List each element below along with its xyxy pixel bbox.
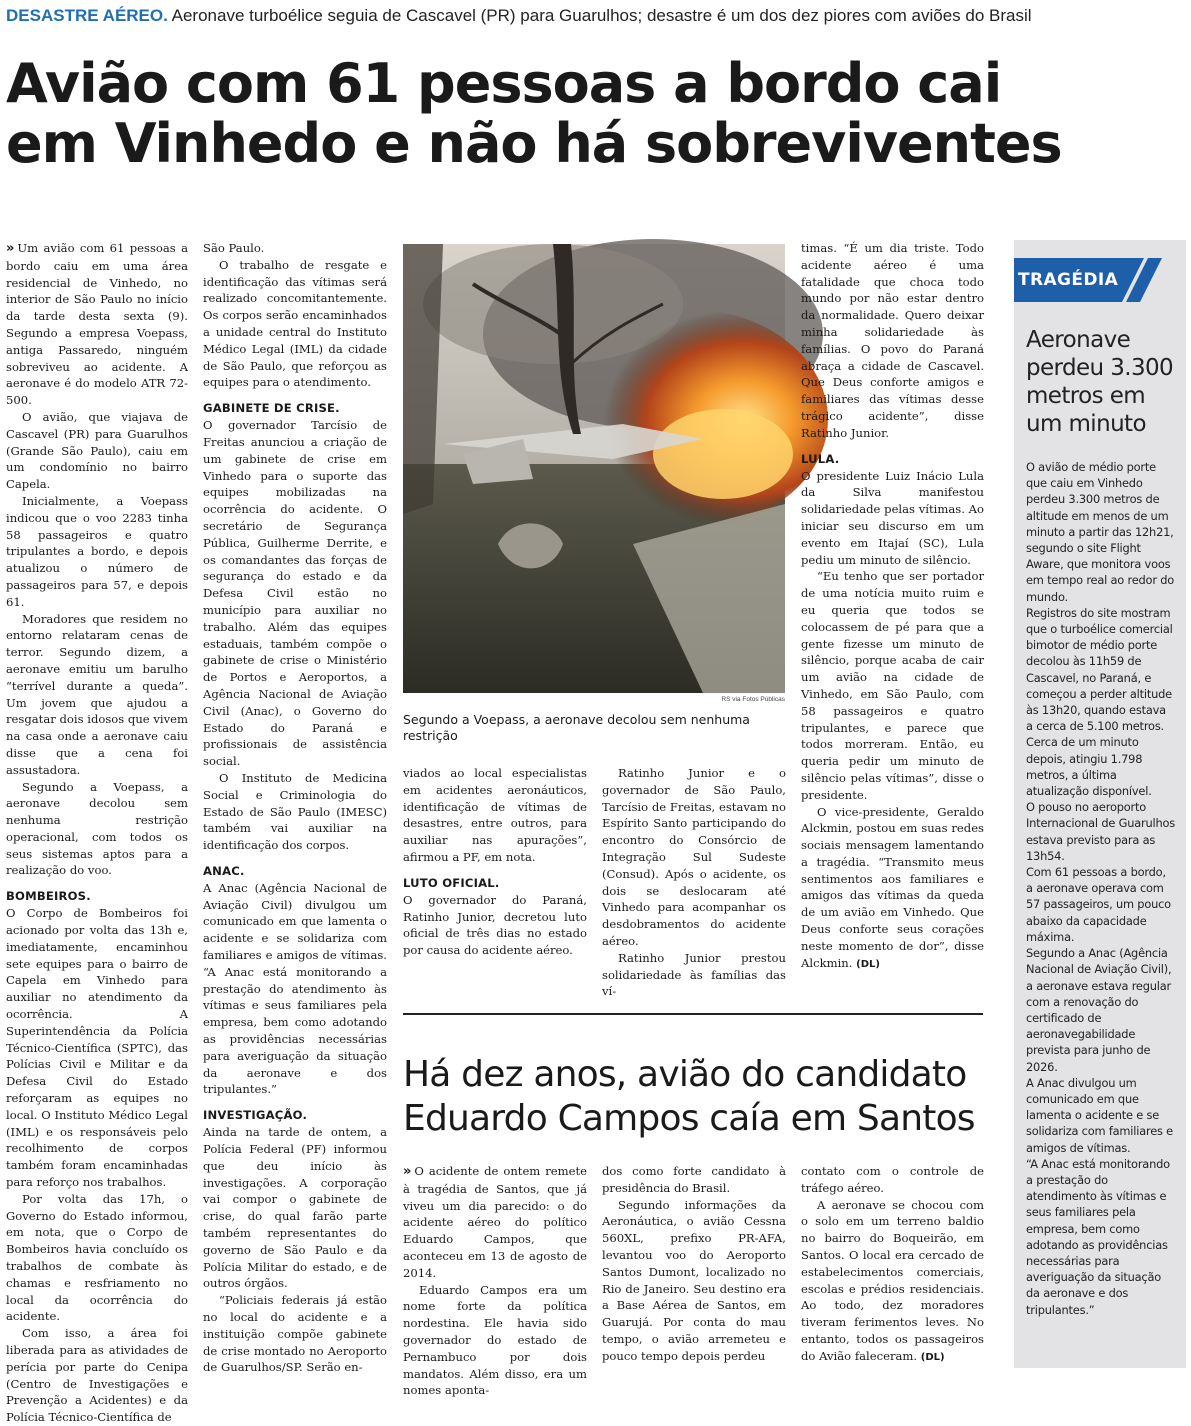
section-divider	[403, 1013, 983, 1015]
article-paragraph: Ratinho Junior prestou solidariedade às famílias das ví-	[602, 950, 786, 999]
article-paragraph: Por volta das 17h, o Governo do Estado informou, em nota, que o Corpo de Bombeiros havia concluído os trabalhos de combate às chamas e resfriamento no local da ocorrência do acidente.	[6, 1191, 188, 1324]
article-paragraph: Com isso, a área foi liberada para as atividades de perícia por parte do Cenipa (Centro de Investigações e Prevenção a Acidentes) e da Polícia Técnico-Científica de	[6, 1326, 188, 1425]
article-paragraph: O governador Tarcísio de Freitas anunciou a criação de um gabinete de crise em Vinhedo para o suporte das equipes mobilizadas na ocorrência do acidente. O secretário de Segurança Pública, Guilherme Derrite, e os comandantes das forças de segurança do estado e da Defesa Civil estão no município para auxiliar no trabalho. Além das equipes estaduais, também compõe o gabinete de crise o Ministério de Portos e Aeroportos, a Agência Nacional de Aviação Civil (Anac), o Governo do Estado do Paraná e profissionais de assistência social.	[203, 418, 387, 769]
kicker	[6, 3, 1186, 29]
article-paragraph: O Corpo de Bombeiros foi acionado por volta das 13h e, imediatamente, encaminhou sete equipes para o bairro de Capela em Vinhedo para auxiliar no atendimento da ocorrência. A Superintendência da Polícia Técnico-Científica (SPTC), das Polícias Civil e Militar e da Defesa Civil do Estado reforçaram as equipes no local. O Instituto Médico Legal (IML) e os responsáveis pelo recolhimento de corpos também foram encaminhadas para reforço nos trabalhos.	[6, 906, 188, 1190]
article-paragraph: O avião, que viajava de Cascavel (PR) para Guarulhos (Grande São Paulo), caiu em um condomínio no bairro Capela.	[6, 409, 188, 492]
sidebar-tag: TRAGÉDIA	[1018, 270, 1119, 290]
sidebar-paragraph: Com 61 pessoas a bordo, a aeronave operava com 57 passageiros, um pouco abaixo da capacidade máxima.	[1026, 865, 1171, 944]
headline-line-1: Avião com 61 pessoas a bordo cai	[6, 52, 1002, 115]
article-paragraph: viados ao local especialistas em acidentes aeronáuticos, identificação de vítimas de desastres, entre outros, para auxiliar nas apurações”, afirmou a PF, em nota.	[403, 766, 587, 864]
sidebar-paragraph: O avião de médio porte que caiu em Vinhedo perdeu 3.300 metros de altitude em menos de um minuto a partir das 12h21, segundo o site Flight Aware, que monitora voos em tempo real ao redor do mundo.	[1026, 460, 1175, 604]
photo-credit: RS via Fotos Públicas	[721, 696, 785, 703]
secondary-headline-line-2: Eduardo Campos caía em Santos	[403, 1098, 975, 1139]
sidebar-paragraph: A Anac divulgou um comunicado em que lamenta o acidente e se solidariza com familiares e amigos de vítimas.	[1026, 1075, 1173, 1155]
article-column-5	[801, 240, 984, 1000]
secondary-column-3	[801, 1163, 984, 1368]
chevron-icon: »	[403, 1164, 412, 1179]
section-tag: DESASTRE AÉREO.	[6, 6, 168, 25]
article-paragraph: » O acidente de ontem remete à tragédia de Santos, que já viveu um dia parecido: o do acidente aéreo do político Eduardo Campos, que aconteceu em 13 de agosto de 2014.	[403, 1164, 587, 1280]
article-paragraph: Segundo a Voepass, a aeronave decolou sem nenhuma restrição operacional, com todos os seus sistemas aptos para a realização do voo.	[6, 779, 188, 878]
article-paragraph: Segundo informações da Aeronáutica, o avião Cessna 560XL, prefixo PR-AFA, levantou voo do Aeroporto Santos Dumont, localizado no Rio de Janeiro. Seu destino era a Base Aérea de Santos, em Guarujá. Por conta do mau tempo, o avião arremeteu e pouco tempo depois perdeu	[602, 1197, 786, 1363]
article-paragraph: Ainda na tarde de ontem, a Polícia Federal (PF) informou que deu início às investigações. A corporação vai compor o gabinete de crise, do qual farão parte também representantes do governo de São Paulo e da Polícia Militar do estado, e de outros órgãos.	[203, 1125, 387, 1291]
article-paragraph: O trabalho de resgate e identificação das vítimas será realizado concomitantemente. Os corpos serão encaminhados a unidade central do Instituto Médico Legal (IML) da cidade de São Paulo, que reforçou as equipes para o atendimento.	[203, 257, 387, 390]
author-signature: (DL)	[856, 958, 880, 970]
article-paragraph: O vice-presidente, Geraldo Alckmin, postou em suas redes sociais mensagem lamentando a tragédia. “Transmito meus sentimentos aos familiares e amigos das vítimas da queda de um avião em Vinhedo. Que Deus conforte seus corações neste momento de dor”, disse Alckmin. (DL)	[801, 804, 984, 970]
article-column-4	[602, 765, 786, 1000]
subheading-lula: LULA.	[801, 451, 840, 466]
chevron-icon: »	[6, 241, 15, 256]
article-paragraph: Inicialmente, a Voepass indicou que o voo 2283 tinha 58 passageiros e quatro tripulantes a bordo, e depois atualizou o número de passageiros para 57, e depois 61.	[6, 493, 188, 609]
photo-caption: Segundo a Voepass, a aeronave decolou sem nenhuma restrição	[403, 712, 750, 743]
article-column-3	[403, 765, 587, 1000]
kicker-text: Aeronave turboélice seguia de Cascavel (PR) para Guarulhos; desastre é um dos dez piores com aviões do Brasil	[167, 6, 1032, 25]
article-column-1	[6, 240, 189, 1425]
article-paragraph: Eduardo Campos era um nome forte da política nordestina. Ele havia sido governador do estado de Pernambuco por dois mandatos. Além disso, era um nomes aponta-	[403, 1282, 587, 1398]
sidebar-paragraph: Segundo a Anac (Agência Nacional de Aviação Civil), a aeronave estava regular com a renovação do certificado de aeronavegabilidade prevista para junho de 2026.	[1026, 946, 1172, 1074]
page-title	[6, 54, 1186, 174]
secondary-headline-line-1: Há dez anos, avião do candidato	[403, 1054, 967, 1095]
subheading-luto-oficial: LUTO OFICIAL.	[403, 875, 500, 890]
article-paragraph: Moradores que residem no entorno relataram cenas de terror. Segundo dizem, a aeronave emitiu um barulho “terrível durante a queda”. Um jovem que ajudou a resgatar dois idosos que vivem na casa onde a aeronave caiu disse que a cena foi assustadora.	[6, 611, 189, 777]
article-paragraph: São Paulo.	[203, 241, 265, 255]
article-paragraph: A Anac (Agência Nacional de Aviação Civil) divulgou um comunicado em que lamenta o acidente e se solidariza com familiares e amigos de vítimas. “A Anac está monitorando a prestação do atendimento às vítimas e seus familiares pela empresa, bem como adotando as providências necessárias para averiguação da situação da aeronave e dos tripulantes.”	[203, 880, 387, 1097]
article-paragraph: timas. “É um dia triste. Todo acidente aéreo é uma fatalidade que choca todo mundo por não estar dentro da normalidade. Quero deixar minha solidariedade às famílias. O povo do Paraná abraça a cidade de Cascavel. Que Deus conforte amigos e familiares das vítimas desse trágico acidente”, disse Ratinho Junior.	[801, 241, 984, 440]
secondary-headline	[403, 1053, 993, 1141]
subheading-gabinete-de-crise: GABINETE DE CRISE.	[203, 401, 340, 416]
article-paragraph: “Policiais federais já estão no local do acidente e a instituição compõe gabinete de crise montado no Aeroporto de Guarulhos/SP. Serão en-	[203, 1293, 387, 1375]
article-paragraph: O presidente Luiz Inácio Lula da Silva manifestou solidariedade pelas vítimas. Ao iniciar seu discurso em um evento em Itajaí (SC), Lula pediu um minuto de silêncio.	[801, 468, 984, 567]
sidebar-paragraph: “A Anac está monitorando a prestação do atendimento às vítimas e seus familiares pela empresa, bem como adotando as providências necessárias para averiguação da situação da aeronave e dos tripulantes.”	[1026, 1156, 1170, 1317]
article-paragraph: contato com o controle de tráfego aéreo.	[801, 1164, 984, 1195]
article-paragraph: A aeronave se chocou com o solo em um terreno baldio no bairro do Boqueirão, em Santos. O local era cercado de estabelecimentos comerciais, escolas e prédios residenciais. Ao todo, dez moradores tiveram ferimentos leves. No entanto, todos os passageiros do Avião faleceram. (DL)	[801, 1197, 984, 1363]
article-paragraph: “Eu tenho que ser portador de uma notícia muito ruim e eu queria que todos se colocassem de pé para que a gente fizesse um minuto de silêncio, porque acaba de cair um avião na cidade de Vinhedo, em São Paulo, com 58 passageiros e quatro tripulantes, e parece que todos morreram. Então, eu queria pedir um minuto de silêncio pelas vítimas”, disse o presidente.	[801, 569, 984, 802]
headline-line-2: em Vinhedo e não há sobreviventes	[6, 112, 1062, 175]
article-paragraph: Ratinho Junior e o governador de São Paulo, Tarcísio de Freitas, estavam no Espírito Santo participando do encontro do Consórcio de Integração Sul Sudeste (Consud). Após o acidente, os dois se deslocaram até Vinhedo para acompanhar os desdobramentos do acidente aéreo.	[602, 766, 786, 948]
article-paragraph: » Um avião com 61 pessoas a bordo caiu em uma área residencial de Vinhedo, no interior de São Paulo no início da tarde desta sexta (9). Segundo a empresa Voepass, antiga Passaredo, ninguém sobreviveu ao acidente. A aeronave é do modelo ATR 72-500.	[6, 241, 188, 408]
sidebar-body	[1026, 459, 1176, 1318]
sidebar-paragraph: Registros do site mostram que o turboélice comercial bimotor de médio porte decolou às 11h59 de Cascavel, no Paraná, e começou a perder altitude às 13h20, quando estava a cerca de 5.100 metros. Cerca de um minuto depois, atingiu 1.798 metros, a última atualização disponível.	[1026, 605, 1173, 799]
crash-photo	[403, 244, 785, 693]
subheading-investigacao: INVESTIGAÇÃO.	[203, 1108, 308, 1123]
sidebar-paragraph: O pouso no aeroporto Internacional de Guarulhos estava previsto para as 13h54.	[1026, 800, 1175, 863]
article-paragraph: O Instituto de Medicina Social e Criminologia do Estado de São Paulo (IMESC) também vai auxiliar na identificação dos corpos.	[203, 770, 387, 853]
subheading-bombeiros: BOMBEIROS.	[6, 889, 91, 904]
article-paragraph: dos como forte candidato à presidência do Brasil.	[602, 1164, 786, 1195]
secondary-column-2	[602, 1163, 786, 1368]
author-signature: (DL)	[920, 1351, 945, 1363]
subheading-anac: ANAC.	[203, 863, 245, 878]
article-paragraph: O governador do Paraná, Ratinho Junior, decretou luto oficial de três dias no estado por causa do acidente aéreo.	[403, 892, 587, 958]
crash-scene-image	[403, 244, 785, 693]
secondary-column-1	[403, 1163, 587, 1398]
sidebar-title: Aeronave perdeu 3.300 metros em um minuto	[1026, 327, 1174, 437]
article-column-2	[203, 240, 387, 1375]
